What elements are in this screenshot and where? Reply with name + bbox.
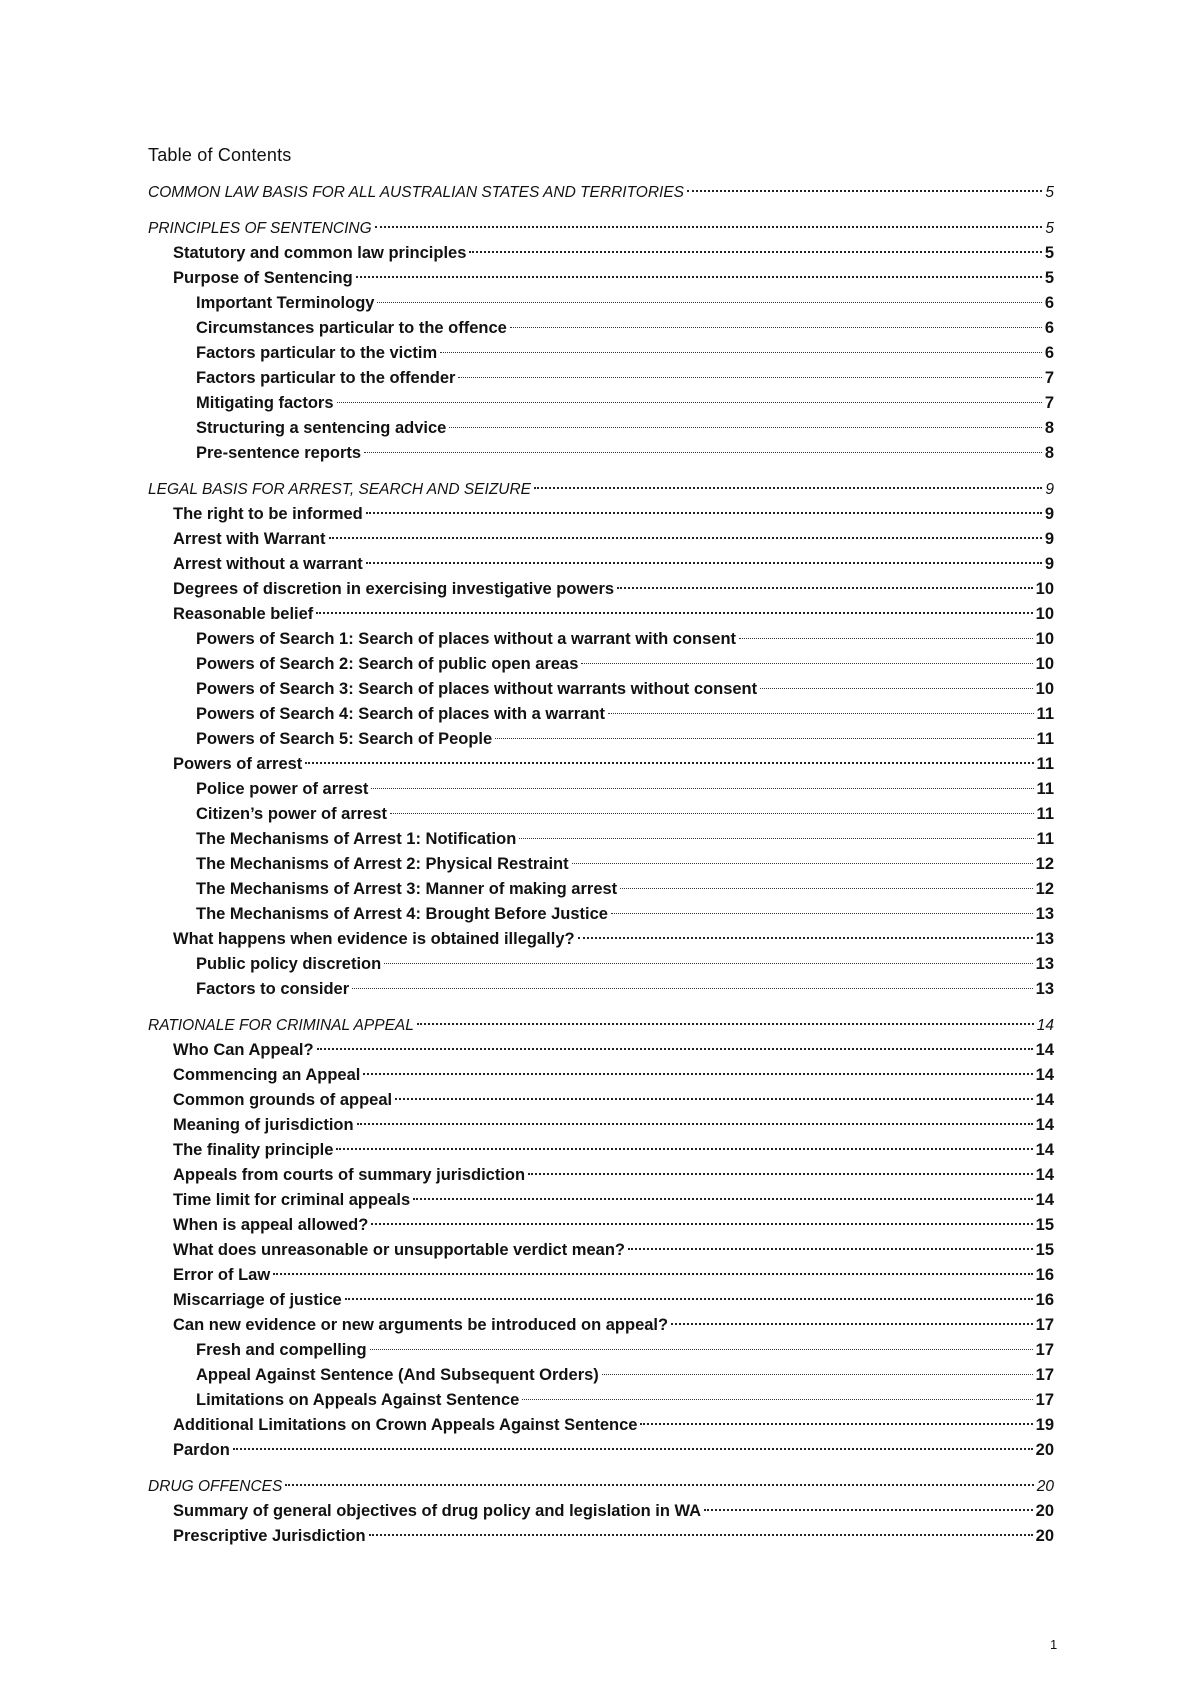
toc-entry[interactable] xyxy=(148,952,1054,977)
toc-entry-page: 14 xyxy=(1035,1116,1054,1134)
dot-leader xyxy=(384,963,1032,964)
dot-leader xyxy=(578,937,1033,939)
dot-leader xyxy=(352,988,1033,989)
dot-leader xyxy=(469,251,1041,253)
toc-entry-title: Common grounds of appeal xyxy=(173,1091,393,1109)
dot-leader xyxy=(363,1073,1032,1075)
toc-entry[interactable] xyxy=(148,1113,1054,1138)
toc-entry-title: The right to be informed xyxy=(173,505,363,523)
toc-entry-page: 14 xyxy=(1035,1041,1054,1059)
dot-leader xyxy=(449,427,1042,428)
dot-leader xyxy=(364,452,1042,453)
dot-leader xyxy=(620,888,1032,889)
toc-entry-page: 15 xyxy=(1035,1241,1054,1259)
toc-entry-page: 8 xyxy=(1044,444,1054,462)
toc-entry-page: 19 xyxy=(1035,1416,1054,1434)
toc-entry-title: Structuring a sentencing advice xyxy=(196,419,447,437)
toc-entry-page: 11 xyxy=(1036,730,1054,748)
toc-entry-title: Public policy discretion xyxy=(196,955,382,973)
toc-entry[interactable] xyxy=(148,241,1054,266)
toc-entry-title: Purpose of Sentencing xyxy=(173,269,353,287)
dot-leader xyxy=(628,1248,1033,1250)
toc-entry-title: Additional Limitations on Crown Appeals Against Sentence xyxy=(173,1416,638,1434)
toc-entry-title: What happens when evidence is obtained illegally? xyxy=(173,930,575,948)
toc-entry[interactable] xyxy=(148,877,1054,902)
dot-leader xyxy=(495,738,1033,739)
toc-entry-page: 10 xyxy=(1035,630,1054,648)
toc-entry-title: LEGAL BASIS FOR ARREST, SEARCH AND SEIZURE xyxy=(148,481,532,498)
toc-entry[interactable] xyxy=(148,1474,1054,1499)
toc-entry-title: Powers of Search 1: Search of places without a warrant with consent xyxy=(196,630,737,648)
toc-entry-page: 20 xyxy=(1036,1478,1054,1495)
toc-entry-title: The Mechanisms of Arrest 2: Physical Restraint xyxy=(196,855,569,873)
toc-entry-title: Limitations on Appeals Against Sentence xyxy=(196,1391,520,1409)
dot-leader xyxy=(305,762,1033,764)
toc-entry-page: 6 xyxy=(1044,319,1054,337)
dot-leader xyxy=(458,377,1041,378)
toc-entry-page: 11 xyxy=(1036,805,1054,823)
dot-leader xyxy=(519,838,1033,839)
toc-entry[interactable] xyxy=(148,291,1054,316)
toc-entry[interactable] xyxy=(148,852,1054,877)
toc-entry-title: Time limit for criminal appeals xyxy=(173,1191,411,1209)
toc-entry-page: 6 xyxy=(1044,294,1054,312)
toc-entry[interactable] xyxy=(148,552,1054,577)
toc-entry[interactable] xyxy=(148,1163,1054,1188)
toc-entry-page: 20 xyxy=(1035,1441,1054,1459)
toc-entry-page: 13 xyxy=(1035,955,1054,973)
toc-entry-title: Appeal Against Sentence (And Subsequent Orders) xyxy=(196,1366,599,1384)
toc-entry-title: DRUG OFFENCES xyxy=(148,1478,283,1495)
toc-entry-title: Commencing an Appeal xyxy=(173,1066,361,1084)
toc-entry-page: 17 xyxy=(1035,1341,1054,1359)
toc-entry-title: Powers of Search 5: Search of People xyxy=(196,730,493,748)
dot-leader xyxy=(377,302,1041,303)
toc-entry-page: 10 xyxy=(1035,680,1054,698)
toc-entry-title: Factors to consider xyxy=(196,980,350,998)
toc-entry-page: 9 xyxy=(1044,555,1054,573)
toc-entry[interactable] xyxy=(148,727,1054,752)
dot-leader xyxy=(602,1374,1033,1375)
dot-leader xyxy=(440,352,1042,353)
toc-entry-page: 13 xyxy=(1035,905,1054,923)
toc-entry-page: 13 xyxy=(1035,930,1054,948)
toc-entry-title: What does unreasonable or unsupportable verdict mean? xyxy=(173,1241,625,1259)
dot-leader xyxy=(369,1534,1033,1536)
toc-entry[interactable] xyxy=(148,1313,1054,1338)
toc-entry[interactable] xyxy=(148,266,1054,291)
dot-leader xyxy=(611,913,1033,914)
toc-entry[interactable] xyxy=(148,180,1054,205)
dot-leader xyxy=(357,1123,1033,1125)
toc-entry-title: Factors particular to the victim xyxy=(196,344,438,362)
toc-entry-page: 20 xyxy=(1035,1527,1054,1545)
toc-entry-page: 17 xyxy=(1035,1316,1054,1334)
toc-entry[interactable] xyxy=(148,1188,1054,1213)
toc-entry[interactable] xyxy=(148,316,1054,341)
toc-entry-title: Citizen’s power of arrest xyxy=(196,805,388,823)
toc-entry-page: 11 xyxy=(1036,780,1054,798)
toc-entry-page: 20 xyxy=(1035,1502,1054,1520)
toc-entry-title: Miscarriage of justice xyxy=(173,1291,342,1309)
toc-entry[interactable] xyxy=(148,1013,1054,1038)
toc-entry[interactable] xyxy=(148,416,1054,441)
toc-entry[interactable] xyxy=(148,1363,1054,1388)
toc-entry-title: COMMON LAW BASIS FOR ALL AUSTRALIAN STATES AND TERRITORIES xyxy=(148,184,684,201)
toc-entry-title: Statutory and common law principles xyxy=(173,244,467,262)
toc-entry[interactable] xyxy=(148,702,1054,727)
toc-entry[interactable] xyxy=(148,1138,1054,1163)
dot-leader xyxy=(617,587,1033,589)
toc-entry-page: 7 xyxy=(1044,394,1054,412)
toc-entry-title: Degrees of discretion in exercising investigative powers xyxy=(173,580,615,598)
toc-entry-title: Arrest with Warrant xyxy=(173,530,326,548)
dot-leader xyxy=(739,638,1033,639)
toc-entry-title: Arrest without a warrant xyxy=(173,555,363,573)
toc-entry[interactable] xyxy=(148,477,1054,502)
toc-entry-title: The finality principle xyxy=(173,1141,334,1159)
toc-entry[interactable] xyxy=(148,366,1054,391)
dot-leader xyxy=(336,1148,1032,1150)
toc-entry-title: Reasonable belief xyxy=(173,605,314,623)
toc-entry-page: 5 xyxy=(1045,220,1054,237)
toc-entry-page: 10 xyxy=(1035,605,1054,623)
toc-entry[interactable] xyxy=(148,902,1054,927)
toc-entry[interactable] xyxy=(148,341,1054,366)
toc-entry-title: Prescriptive Jurisdiction xyxy=(173,1527,366,1545)
table-of-contents xyxy=(148,180,1054,1549)
toc-entry-title: Circumstances particular to the offence xyxy=(196,319,507,337)
dot-leader xyxy=(534,487,1042,489)
toc-entry[interactable] xyxy=(148,1038,1054,1063)
toc-entry[interactable] xyxy=(148,777,1054,802)
dot-leader xyxy=(704,1509,1033,1511)
dot-leader xyxy=(671,1323,1033,1325)
dot-leader xyxy=(329,537,1042,539)
toc-entry-title: Appeals from courts of summary jurisdiction xyxy=(173,1166,526,1184)
dot-leader xyxy=(233,1448,1033,1450)
dot-leader xyxy=(417,1023,1034,1025)
toc-entry-title: Can new evidence or new arguments be introduced on appeal? xyxy=(173,1316,669,1334)
toc-entry-page: 9 xyxy=(1045,481,1054,498)
dot-leader xyxy=(687,190,1042,192)
toc-entry-page: 17 xyxy=(1035,1391,1054,1409)
toc-entry-title: Factors particular to the offender xyxy=(196,369,456,387)
toc-entry[interactable] xyxy=(148,1438,1054,1463)
toc-entry[interactable] xyxy=(148,577,1054,602)
toc-entry-title: Summary of general objectives of drug policy and legislation in WA xyxy=(173,1502,702,1520)
toc-entry[interactable] xyxy=(148,1338,1054,1363)
toc-entry[interactable] xyxy=(148,927,1054,952)
toc-entry[interactable] xyxy=(148,1263,1054,1288)
toc-entry[interactable] xyxy=(148,1499,1054,1524)
dot-leader xyxy=(522,1399,1032,1400)
toc-entry-title: Powers of arrest xyxy=(173,755,303,773)
dot-leader xyxy=(510,327,1042,328)
dot-leader xyxy=(366,562,1042,564)
toc-entry-page: 13 xyxy=(1035,980,1054,998)
dot-leader xyxy=(371,788,1033,789)
toc-entry[interactable] xyxy=(148,391,1054,416)
toc-entry[interactable] xyxy=(148,1213,1054,1238)
toc-entry-title: Fresh and compelling xyxy=(196,1341,367,1359)
toc-entry[interactable] xyxy=(148,627,1054,652)
toc-entry[interactable] xyxy=(148,1063,1054,1088)
dot-leader xyxy=(317,1048,1033,1050)
toc-entry[interactable] xyxy=(148,527,1054,552)
toc-entry-title: Powers of Search 2: Search of public open areas xyxy=(196,655,579,673)
toc-heading: Table of Contents xyxy=(148,145,292,165)
toc-entry-page: 9 xyxy=(1044,530,1054,548)
toc-entry-page: 12 xyxy=(1035,855,1054,873)
toc-entry[interactable] xyxy=(148,441,1054,466)
dot-leader xyxy=(640,1423,1032,1425)
toc-entry-page: 7 xyxy=(1044,369,1054,387)
toc-entry[interactable] xyxy=(148,802,1054,827)
toc-entry-page: 14 xyxy=(1036,1017,1054,1034)
toc-entry[interactable] xyxy=(148,977,1054,1002)
dot-leader xyxy=(608,713,1034,714)
toc-entry[interactable] xyxy=(148,1088,1054,1113)
toc-entry-title: The Mechanisms of Arrest 1: Notification xyxy=(196,830,517,848)
toc-entry-page: 8 xyxy=(1044,419,1054,437)
toc-entry[interactable] xyxy=(148,1413,1054,1438)
toc-entry-page: 5 xyxy=(1044,269,1054,287)
toc-entry[interactable] xyxy=(148,677,1054,702)
toc-entry-page: 14 xyxy=(1035,1166,1054,1184)
dot-leader xyxy=(581,663,1032,664)
dot-leader xyxy=(395,1098,1033,1100)
toc-entry-page: 14 xyxy=(1035,1091,1054,1109)
toc-entry-title: Powers of Search 4: Search of places with a warrant xyxy=(196,705,605,723)
toc-entry-title: The Mechanisms of Arrest 3: Manner of making arrest xyxy=(196,880,618,898)
toc-entry-page: 16 xyxy=(1035,1266,1054,1284)
dot-leader xyxy=(572,863,1033,864)
dot-leader xyxy=(370,1349,1033,1350)
toc-entry-page: 10 xyxy=(1035,655,1054,673)
toc-entry-page: 12 xyxy=(1035,880,1054,898)
toc-entry-title: RATIONALE FOR CRIMINAL APPEAL xyxy=(148,1017,414,1034)
toc-entry-page: 15 xyxy=(1035,1216,1054,1234)
toc-entry-title: Who Can Appeal? xyxy=(173,1041,314,1059)
toc-entry-title: Police power of arrest xyxy=(196,780,369,798)
dot-leader xyxy=(528,1173,1033,1175)
toc-entry-title: Meaning of jurisdiction xyxy=(173,1116,354,1134)
dot-leader xyxy=(285,1484,1033,1486)
dot-leader xyxy=(375,226,1043,228)
dot-leader xyxy=(390,813,1034,814)
toc-entry[interactable] xyxy=(148,216,1054,241)
toc-entry-title: Pardon xyxy=(173,1441,230,1459)
dot-leader xyxy=(345,1298,1033,1300)
toc-entry[interactable] xyxy=(148,827,1054,852)
dot-leader xyxy=(413,1198,1032,1200)
dot-leader xyxy=(316,612,1032,614)
toc-entry-title: Powers of Search 3: Search of places without warrants without consent xyxy=(196,680,758,698)
toc-entry[interactable] xyxy=(148,652,1054,677)
page-number: 1 xyxy=(1050,1637,1058,1652)
toc-entry-title: The Mechanisms of Arrest 4: Brought Before Justice xyxy=(196,905,608,923)
toc-entry[interactable] xyxy=(148,1524,1054,1549)
toc-entry-title: Error of Law xyxy=(173,1266,271,1284)
toc-entry-title: Mitigating factors xyxy=(196,394,334,412)
toc-entry-page: 10 xyxy=(1035,580,1054,598)
dot-leader xyxy=(337,402,1042,403)
toc-entry-page: 6 xyxy=(1044,344,1054,362)
toc-entry-page: 5 xyxy=(1044,244,1054,262)
toc-entry-page: 14 xyxy=(1035,1066,1054,1084)
dot-leader xyxy=(371,1223,1032,1225)
toc-entry[interactable] xyxy=(148,602,1054,627)
dot-leader xyxy=(356,276,1042,278)
toc-entry-page: 11 xyxy=(1036,755,1054,773)
dot-leader xyxy=(760,688,1033,689)
toc-entry[interactable] xyxy=(148,752,1054,777)
toc-entry-page: 9 xyxy=(1044,505,1054,523)
toc-entry-page: 14 xyxy=(1035,1191,1054,1209)
toc-entry-title: PRINCIPLES OF SENTENCING xyxy=(148,220,372,237)
toc-entry[interactable] xyxy=(148,502,1054,527)
toc-entry-page: 14 xyxy=(1035,1141,1054,1159)
toc-entry-title: When is appeal allowed? xyxy=(173,1216,369,1234)
toc-entry-title: Pre-sentence reports xyxy=(196,444,362,462)
toc-entry-page: 5 xyxy=(1045,184,1054,201)
toc-entry[interactable] xyxy=(148,1238,1054,1263)
dot-leader xyxy=(366,512,1042,514)
toc-entry-page: 11 xyxy=(1036,705,1054,723)
toc-entry-page: 11 xyxy=(1036,830,1054,848)
toc-entry-title: Important Terminology xyxy=(196,294,375,312)
toc-entry-page: 16 xyxy=(1035,1291,1054,1309)
dot-leader xyxy=(273,1273,1032,1275)
toc-entry-page: 17 xyxy=(1035,1366,1054,1384)
toc-entry[interactable] xyxy=(148,1388,1054,1413)
toc-entry[interactable] xyxy=(148,1288,1054,1313)
